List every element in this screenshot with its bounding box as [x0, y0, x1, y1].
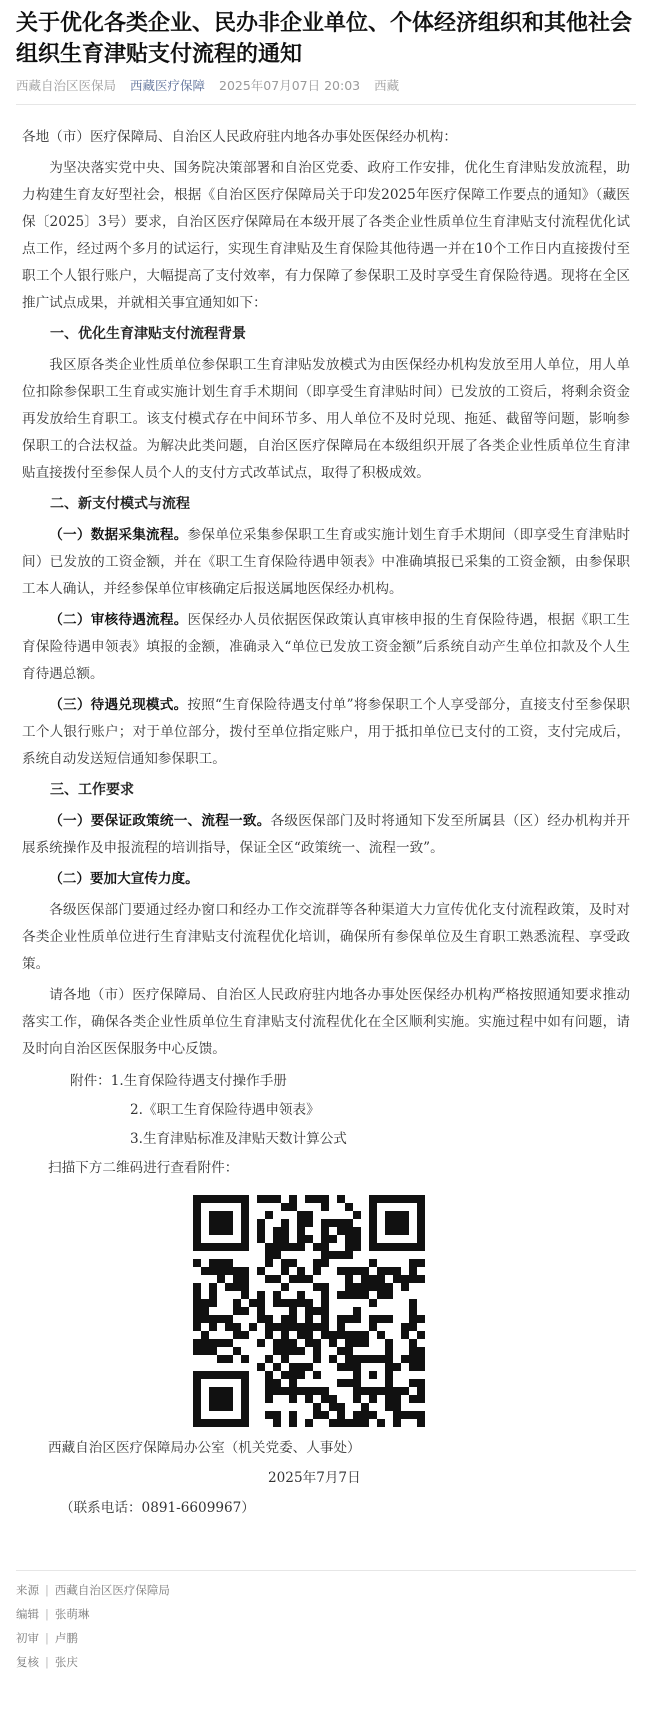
qr-instruction: 扫描下方二维码进行查看附件：: [48, 1160, 239, 1176]
section-3-item-1-text: 各级医保部门及时将通知下发至所属县（区）经办机构并开展系统操作及申报流程的培训指导，保证全区“政策统一、流程一致”。: [22, 813, 631, 856]
section-3-item-2-heading: [22, 866, 630, 893]
article-footer: [16, 1578, 636, 1674]
footer-value: 张萌琳: [54, 1607, 90, 1621]
qr-code[interactable]: [193, 1195, 425, 1427]
article-body: [22, 124, 630, 1523]
footer-row-editor: 编辑 | 张萌琳: [16, 1607, 90, 1621]
section-2-item-1-text: 参保单位采集参保职工生育或实施计划生育手术期间（即享受生育津贴时间）已发放的工资金额，并在《职工生育保险待遇申领表》中准确填报已采集的工资金额，由参保职工本人确认，并经参保单位审核确定后报送属地医保经办机构。: [22, 527, 631, 597]
salutation: 各地（市）医疗保障局、自治区人民政府驻内地各办事处医保经办机构：: [22, 129, 457, 145]
footer-value: 张庆: [54, 1655, 78, 1669]
attachment-3: 3.生育津贴标准及津贴天数计算公式: [130, 1131, 347, 1147]
section-2-item-3: [22, 692, 630, 773]
qr-code-container: [22, 1195, 630, 1427]
footer-row-review: 初审 | 卢鹏: [16, 1631, 78, 1645]
account-name-link[interactable]: 西藏医疗保障: [130, 78, 206, 93]
article-meta: [16, 76, 409, 94]
attachment-1: 1.生育保险待遇支付操作手册: [110, 1073, 287, 1089]
article-source: 西藏自治区医保局: [16, 78, 117, 93]
section-2-item-1-label: （一）数据采集流程。: [49, 527, 188, 543]
closing-paragraph: 请各地（市）医疗保障局、自治区人民政府驻内地各办事处医保经办机构严格按照通知要求推动落实工作，确保各类企业性质单位生育津贴支付流程优化在全区顺利实施。实施过程中如有问题，请及时向自治区医保服务中心反馈。: [22, 987, 630, 1057]
attachment-2: 2.《职工生育保险待遇申领表》: [130, 1102, 320, 1118]
intro-paragraph: 为坚决落实党中央、国务院决策部署和自治区党委、政府工作安排，优化生育津贴发放流程，助力构建生育友好型社会，根据《自治区医疗保障局关于印发2025年医疗保障工作要点的通知》（藏医保〔2025〕3号）要求，自治区医疗保障局在本级开展了各类企业性质单位生育津贴支付流程优化试点工作，经过两个多月的试运行，实现生育津贴及生育保险其他待遇一并在10个工作日内直接拨付至职工个人银行账户，大幅提高了支付效率，有力保障了参保职工及时享受生育保险待遇。现将在全区推广试点成果，并就相关事宜通知如下：: [22, 160, 630, 311]
footer-label: 编辑: [16, 1607, 39, 1621]
footer-label: 来源: [16, 1583, 39, 1597]
contact-phone: （联系电话：0891-6609967）: [60, 1500, 255, 1516]
signature: 西藏自治区医疗保障局办公室（机关党委、人事处）: [48, 1440, 361, 1456]
footer-label: 初审: [16, 1631, 39, 1645]
footer-label: 复核: [16, 1655, 39, 1669]
meta-divider: [16, 104, 636, 105]
attachments-label: 附件：: [70, 1073, 111, 1089]
attachment-item: [22, 1067, 630, 1096]
footer-divider: [16, 1570, 636, 1571]
footer-row-source: 来源 | 西藏自治区医疗保障局: [16, 1583, 170, 1597]
publish-location: 西藏: [374, 78, 400, 93]
section-2-item-2: [22, 607, 630, 688]
section-1-paragraph: 我区原各类企业性质单位参保职工生育津贴发放模式为由医保经办机构发放至用人单位，用人单位扣除参保职工生育或实施计划生育手术期间（即享受生育津贴时间）已发放的工资后，将剩余资金再发放给生育职工。该支付模式存在中间环节多、用人单位不及时兑现、拖延、截留等问题，影响参保职工的合法权益。为解决此类问题，自治区医疗保障局在本级组织开展了各类企业性质单位生育津贴直接拨付至参保人员个人的支付方式改革试点，取得了积极成效。: [22, 357, 630, 481]
footer-value: 卢鹏: [54, 1631, 78, 1645]
signature-date: 2025年7月7日: [268, 1470, 361, 1486]
section-3-item-1: [22, 808, 630, 862]
section-2-item-2-label: （二）审核待遇流程。: [49, 612, 188, 628]
section-2-item-2-text: 医保经办人员依据医保政策认真审核申报的生育保险待遇，根据《职工生育保险待遇申领表》填报的金额，准确录入“单位已发放工资金额”后系统自动产生单位扣款及个人生育待遇总额。: [22, 612, 631, 682]
section-2-item-3-text: 按照“生育保险待遇支付单”将参保职工个人享受部分，直接支付至参保职工个人银行账户；对于单位部分，拨付至单位指定账户，用于抵扣单位已支付的工资，支付完成后，系统自动发送短信通知参保职工。: [22, 697, 630, 767]
article-title: 关于优化各类企业、民办非企业单位、个体经济组织和其他社会组织生育津贴支付流程的通知: [16, 11, 633, 67]
footer-row-check: 复核 | 张庆: [16, 1655, 78, 1669]
section-3-item-1-label: （一）要保证政策统一、流程一致。: [49, 813, 271, 829]
section-1-heading: 一、优化生育津贴支付流程背景: [50, 326, 246, 342]
section-3-heading: 三、工作要求: [50, 782, 134, 798]
section-2-item-3-label: （三）待遇兑现模式。: [49, 697, 188, 713]
section-3-item-2-paragraph: 各级医保部门要通过经办窗口和经办工作交流群等各种渠道大力宣传优化支付流程政策，及时对各类企业性质单位进行生育津贴支付流程优化培训，确保所有参保单位及生育职工熟悉流程、享受政策。: [22, 902, 630, 972]
publish-datetime: 2025年07月07日 20:03: [219, 78, 361, 93]
footer-value: 西藏自治区医疗保障局: [54, 1583, 170, 1597]
section-2-heading: 二、新支付模式与流程: [50, 496, 190, 512]
section-2-item-1: [22, 522, 630, 603]
section-3-item-2-label: （二）要加大宣传力度。: [49, 871, 199, 887]
